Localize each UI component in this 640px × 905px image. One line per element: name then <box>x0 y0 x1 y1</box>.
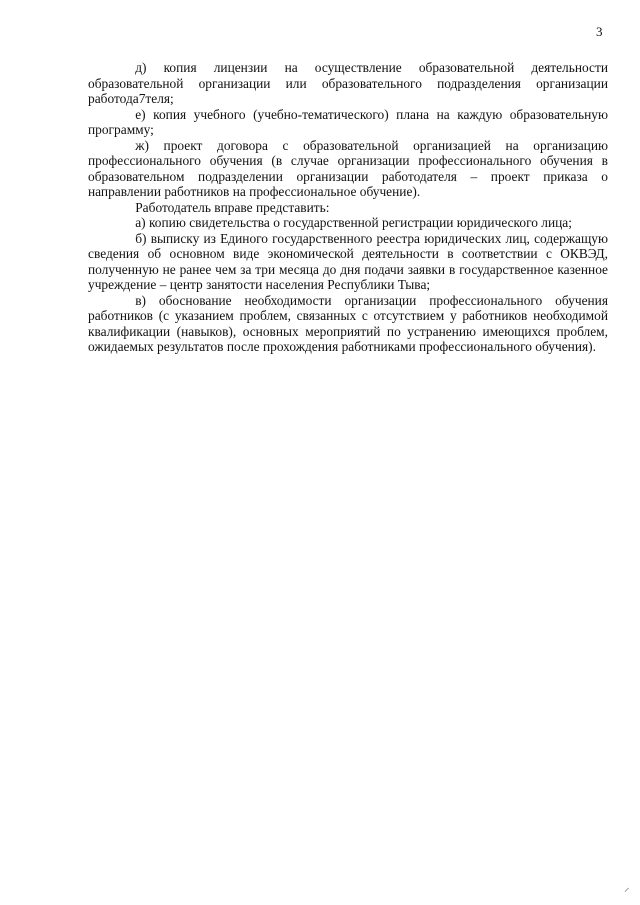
item-v-training-justification: в) обоснование необходимости организации профессионального обучения работников (с указанием проблем, связанных с отсутствием у работников необходимой квалификации (навыков), основных мероприятий по устранению имеющихся проблем, ожидаемых результатов после прохождения работниками профессионального обучения). <box>88 292 608 354</box>
item-zh-contract-draft: ж) проект договора с образовательной организацией на организацию профессионального обучения (в случае организации профессионального обучения в образовательном подразделении организации работодателя – проект приказа о направлении работников на профессиональное обучение). <box>88 137 608 199</box>
corner-mark: ⸝ <box>624 882 630 894</box>
document-body <box>88 60 608 355</box>
item-a-registration-certificate: а) копию свидетельства о государственной регистрации юридического лица; <box>135 215 572 230</box>
item-d-license-copy: д) копия лицензии на осуществление образовательной деятельности образовательной организации или образовательного подразделения организации работода7теля; <box>88 60 608 106</box>
item-e-curriculum-copy: е) копия учебного (учебно-тематического) плана на каждую образовательную программу; <box>88 106 608 137</box>
employer-may-submit-heading: Работодатель вправе представить: <box>135 199 330 215</box>
page-number: 3 <box>596 24 603 39</box>
item-b-registry-extract: б) выписку из Единого государственного реестра юридических лиц, содержащую сведения об основном виде экономической деятельности в соответствии с ОКВЭД, полученную не ранее чем за три месяца до дня подачи заявки в государственное казенное учреждение – центр занятости населения Республики Тыва; <box>88 230 608 292</box>
